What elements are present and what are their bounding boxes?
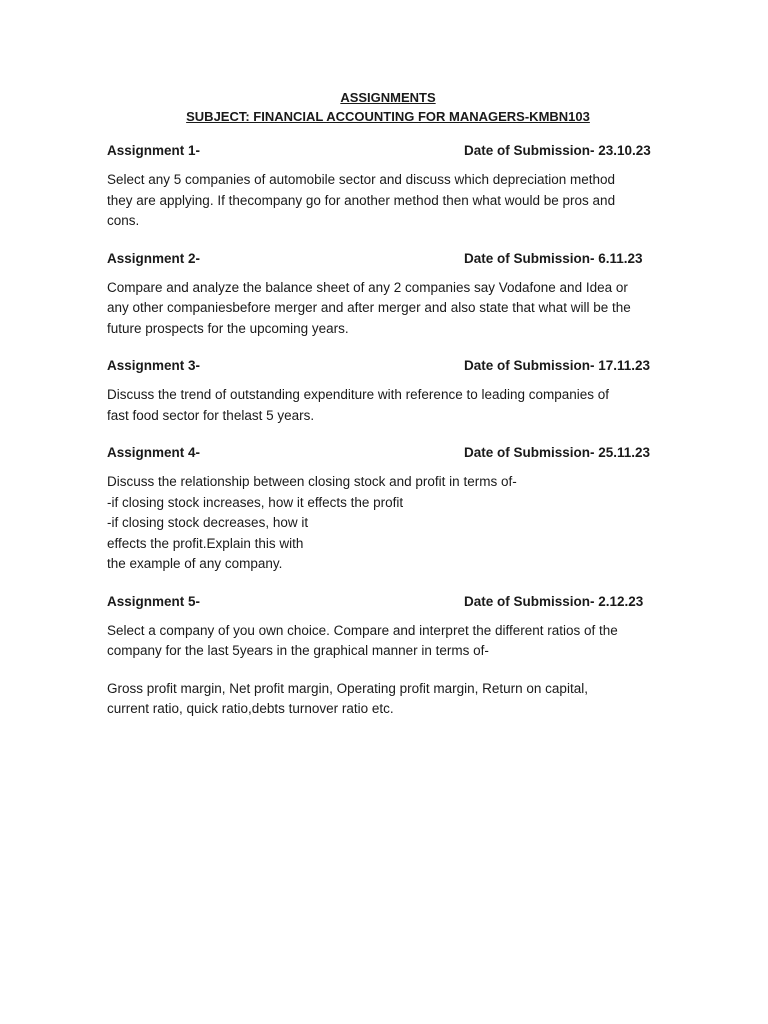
assignment-heading bbox=[107, 249, 669, 269]
text-line: cons. bbox=[107, 213, 140, 228]
text-line: Discuss the relationship between closing stock and profit in terms of- bbox=[107, 474, 517, 489]
text-line: they are applying. If thecompany go for another method then what would be pros and bbox=[107, 192, 616, 208]
assignment-heading bbox=[107, 592, 669, 612]
text-line: fast food sector for thelast 5 years. bbox=[107, 407, 315, 423]
document-subject: SUBJECT: FINANCIAL ACCOUNTING FOR MANAGERS-KMBN103 bbox=[186, 109, 590, 124]
text-line: any other companiesbefore merger and after merger and also state that what will be the bbox=[107, 300, 631, 315]
assignment-title: Assignment 1- bbox=[107, 143, 201, 158]
assignment-list bbox=[107, 141, 669, 720]
assignment-heading bbox=[107, 356, 669, 376]
text-line: -if closing stock decreases, how it bbox=[107, 515, 309, 530]
assignment-section-1 bbox=[107, 141, 669, 232]
text-line: the example of any company. bbox=[107, 556, 283, 571]
assignment-description bbox=[107, 679, 669, 720]
assignment-description bbox=[107, 170, 669, 232]
assignment-title: Assignment 5- bbox=[107, 593, 201, 609]
submission-date: Date of Submission- 2.12.23 bbox=[464, 593, 644, 609]
text-line: current ratio, quick ratio,debts turnover ratio etc. bbox=[107, 701, 394, 716]
assignment-section-4 bbox=[107, 443, 669, 575]
assignment-section-3 bbox=[107, 356, 669, 426]
assignment-section-5 bbox=[107, 592, 669, 720]
text-line: -if closing stock increases, how it effects the profit bbox=[107, 494, 404, 510]
text-line: effects the profit.Explain this with bbox=[107, 535, 304, 551]
text-line: Compare and analyze the balance sheet of any 2 companies say Vodafone and Idea or bbox=[107, 279, 628, 295]
text-line: Select any 5 companies of automobile sector and discuss which depreciation method bbox=[107, 172, 616, 187]
document-title: ASSIGNMENTS bbox=[340, 90, 436, 105]
text-line: Select a company of you own choice. Compare and interpret the different ratios of the bbox=[107, 622, 618, 638]
assignment-heading bbox=[107, 443, 669, 463]
text-line: Discuss the trend of outstanding expenditure with reference to leading companies of bbox=[107, 387, 610, 402]
text-line: future prospects for the upcoming years. bbox=[107, 320, 349, 336]
assignment-title: Assignment 3- bbox=[107, 358, 201, 373]
text-line: Gross profit margin, Net profit margin, Operating profit margin, Return on capital, bbox=[107, 680, 588, 696]
assignment-description bbox=[107, 472, 669, 575]
document-page bbox=[107, 88, 669, 737]
assignment-description bbox=[107, 278, 669, 340]
submission-date: Date of Submission- 25.11.23 bbox=[464, 445, 651, 460]
assignment-title: Assignment 2- bbox=[107, 250, 201, 266]
assignment-description bbox=[107, 621, 669, 662]
assignment-section-2 bbox=[107, 249, 669, 340]
assignment-description bbox=[107, 385, 669, 426]
submission-date: Date of Submission- 6.11.23 bbox=[464, 250, 643, 266]
assignment-title: Assignment 4- bbox=[107, 445, 201, 460]
assignment-heading bbox=[107, 141, 669, 161]
submission-date: Date of Submission- 17.11.23 bbox=[464, 358, 651, 373]
submission-date: Date of Submission- 23.10.23 bbox=[464, 143, 651, 158]
text-line: company for the last 5years in the graphical manner in terms of- bbox=[107, 643, 489, 658]
